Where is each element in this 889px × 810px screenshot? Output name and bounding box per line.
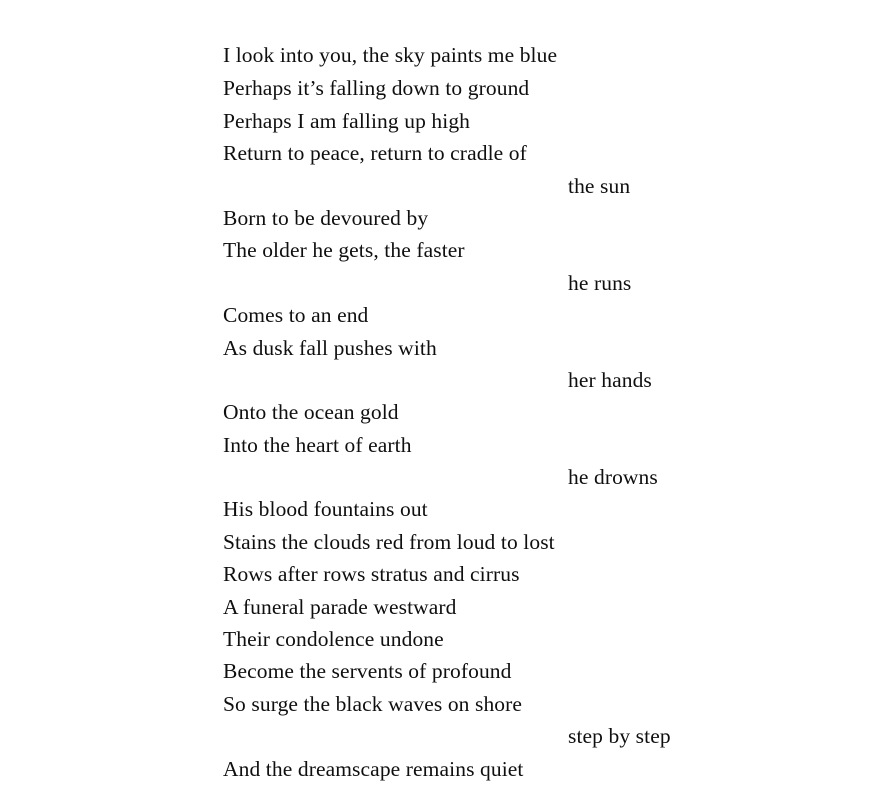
poem-line: Onto the ocean gold — [223, 400, 399, 424]
poem-line: the sun — [568, 174, 631, 198]
poem-line: he runs — [568, 271, 632, 295]
poem-line: Return to peace, return to cradle of — [223, 141, 527, 165]
poem-line: I look into you, the sky paints me blue — [223, 43, 558, 67]
poem-line: step by step — [568, 724, 671, 748]
poem-line: Become the servents of profound — [223, 659, 512, 683]
poem-line: Stains the clouds red from loud to lost — [223, 530, 555, 554]
poem-line: His blood fountains out — [223, 497, 428, 521]
poem-line: The older he gets, the faster — [223, 238, 465, 262]
poem-line: Comes to an end — [223, 303, 369, 327]
poem-line: Born to be devoured by — [223, 206, 429, 230]
poem-line: her hands — [568, 368, 652, 392]
poem-line: So surge the black waves on shore — [223, 692, 523, 716]
poem-line: Rows after rows stratus and cirrus — [223, 562, 520, 586]
poem-line: A funeral parade westward — [223, 595, 457, 619]
poem-line: As dusk fall pushes with — [223, 336, 437, 360]
poem-line: And the dreamscape remains quiet — [223, 757, 524, 781]
poem-line: Into the heart of earth — [223, 433, 412, 457]
poem-line: Perhaps it’s falling down to ground — [223, 76, 530, 100]
poem-line: Perhaps I am falling up high — [223, 109, 471, 133]
poem-line: he drowns — [568, 465, 658, 489]
poem-line: Their condolence undone — [223, 627, 444, 651]
